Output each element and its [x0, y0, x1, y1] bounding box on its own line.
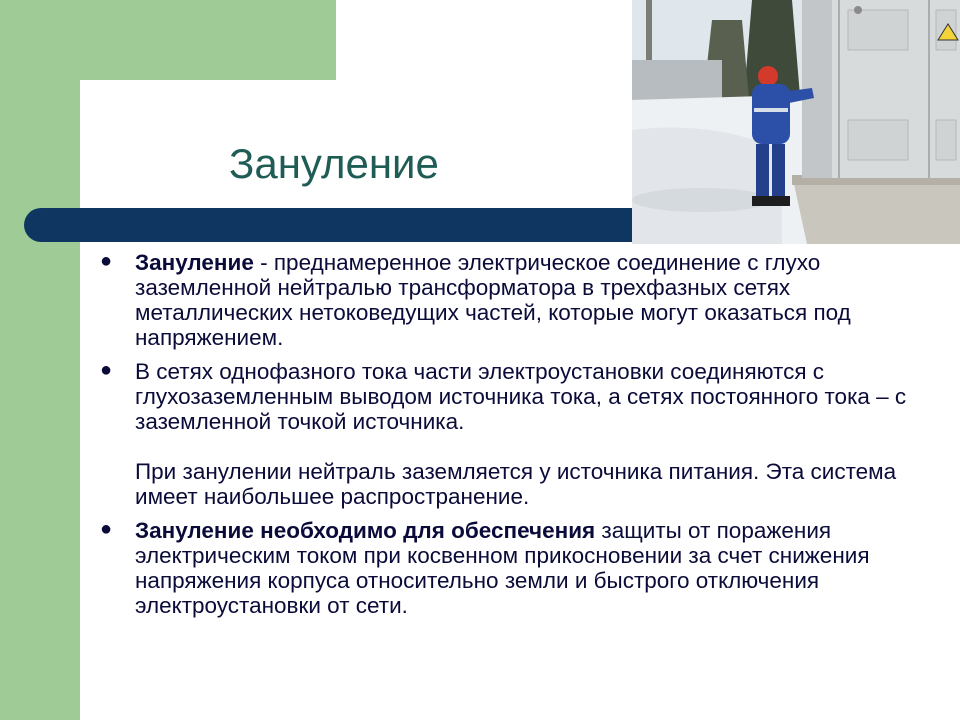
bullet-dot-icon: ● [100, 518, 113, 540]
bullet-text: В сетях однофазного тока части электроустановки соединяются с глухозаземленным выводом источника тока, а сетях постоянного тока – с заземленной точкой источника. [135, 359, 907, 434]
bullet-item [97, 518, 917, 618]
bullet-dot-icon: ● [100, 250, 113, 272]
term-bold: Зануление [135, 250, 254, 275]
bullet-item [97, 359, 917, 509]
green-top-band [0, 0, 336, 80]
bullet-dot-icon: ● [100, 359, 113, 381]
bullet-text: защиты от поражения электрическим током при косвенном прикосновении за счет снижения напряжения корпуса относительно земли и быстрого отключения электроустановки от сети. [135, 518, 870, 618]
paragraph-gap [135, 434, 917, 459]
bullet-item [97, 250, 917, 350]
bullet-text-continued: При занулении нейтраль заземляется у источника питания. Эта система имеет наибольшее распространение. [135, 459, 897, 509]
definition-text: - преднамеренное электрическое соединение с глухо заземленной нейтралью трансформатора в трехфазных сетях металлических нетоковедущих частей, которые могут оказаться под напряжением. [135, 250, 851, 350]
green-sidebar-band [0, 0, 80, 720]
bullet-list [97, 250, 917, 627]
term-bold: Зануление необходимо для обеспечения [135, 518, 596, 543]
slide-title: Зануление [229, 140, 439, 187]
electrician-photo [632, 0, 960, 244]
